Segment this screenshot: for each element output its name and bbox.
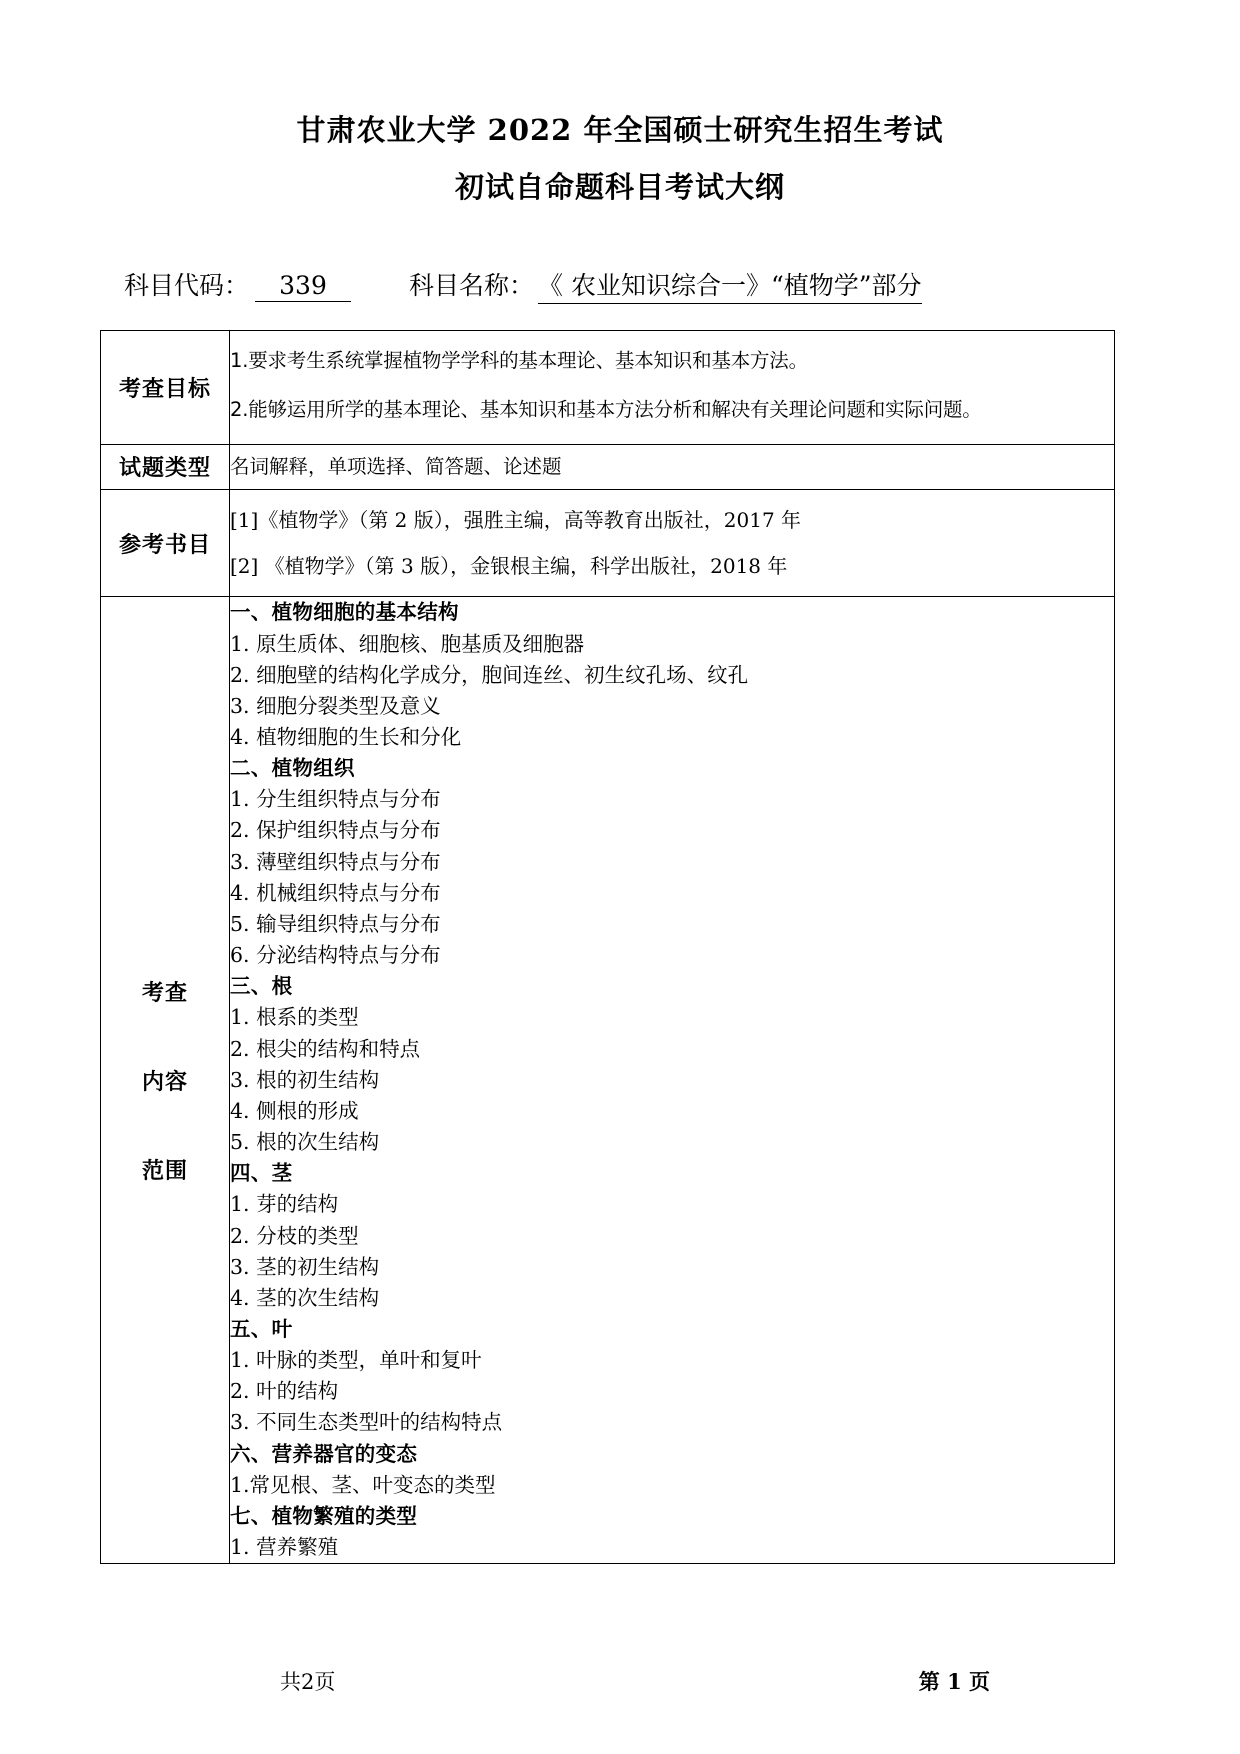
outline-section-item: 2. 叶的结构 (230, 1379, 339, 1404)
content-label-line-2: 内容 (141, 1069, 188, 1095)
outline-section-item: 1. 根系的类型 (230, 1005, 359, 1030)
outline-section-item: 1. 营养繁殖 (230, 1535, 339, 1560)
table-row-content-scope (101, 597, 1115, 1564)
subject-name-value: 《 农业知识综合一》“植物学”部分 (538, 266, 922, 304)
outline-section-item: 3. 根的初生结构 (230, 1067, 380, 1092)
outline-section-item: 1. 原生质体、细胞核、胞基质及细胞器 (230, 631, 585, 656)
row-body-references (230, 489, 1115, 597)
row-label-references: 参考书目 (101, 489, 230, 597)
row-body-content-scope (230, 597, 1115, 1564)
subject-line (100, 266, 1140, 304)
outline-section-item: 2. 保护组织特点与分布 (230, 818, 441, 843)
outline-section-item: 2. 细胞壁的结构化学成分，胞间连丝、初生纹孔场、纹孔 (230, 662, 749, 687)
row-label-content-scope (101, 597, 230, 1564)
row-label-objective: 考查目标 (101, 330, 230, 444)
page-footer (100, 1666, 1140, 1696)
outline-section-item: 4. 侧根的形成 (230, 1098, 359, 1123)
content-label-line-1: 考查 (141, 980, 188, 1006)
outline-section-item: 4. 植物细胞的生长和分化 (230, 725, 462, 750)
outline-section-item: 3. 薄壁组织特点与分布 (230, 849, 441, 874)
outline-section-item: 5. 输导组织特点与分布 (230, 911, 441, 936)
outline-section-item: 2. 根尖的结构和特点 (230, 1036, 421, 1061)
row-body-question-types (230, 445, 1115, 490)
outline-section-item: 5. 根的次生结构 (230, 1130, 380, 1155)
table-row-objective (101, 330, 1115, 444)
outline-section-item: 4. 茎的次生结构 (230, 1285, 380, 1310)
outline-section-item: 1.常见根、茎、叶变态的类型 (230, 1472, 496, 1497)
row-body-objective (230, 330, 1115, 444)
outline-section-item: 6. 分泌结构特点与分布 (230, 943, 441, 968)
outline-list (230, 597, 1114, 1563)
outline-section-heading: 二、植物组织 (230, 756, 355, 781)
objective-item-1: 1.要求考生系统掌握植物学学科的基本理论、基本知识和基本方法。 (230, 348, 808, 372)
outline-section-heading: 三、根 (230, 974, 293, 999)
question-types-text: 名词解释，单项选择、简答题、论述题 (230, 455, 562, 479)
outline-section-item: 2. 分枝的类型 (230, 1223, 359, 1248)
subject-code-value: 339 (255, 271, 351, 302)
content-label-line-3: 范围 (141, 1158, 188, 1184)
syllabus-table (100, 330, 1115, 1564)
outline-section-heading: 五、叶 (230, 1316, 293, 1341)
outline-section-item: 3. 不同生态类型叶的结构特点 (230, 1410, 503, 1435)
subject-code-label: 科目代码： (124, 270, 250, 300)
outline-section-item: 1. 分生组织特点与分布 (230, 787, 441, 812)
row-label-question-types: 试题类型 (101, 445, 230, 490)
document-title-line2: 初试自命题科目考试大纲 (454, 169, 785, 204)
syllabus-table-body (101, 330, 1115, 1563)
footer-current-page: 第 1 页 (918, 1669, 990, 1694)
outline-section-item: 3. 细胞分裂类型及意义 (230, 693, 441, 718)
document-title-line1: 甘肃农业大学 2022 年全国硕士研究生招生考试 (296, 113, 944, 147)
outline-section-item: 1. 芽的结构 (230, 1192, 339, 1217)
outline-section-heading: 四、茎 (230, 1161, 293, 1186)
objective-item-2: 2.能够运用所学的基本理论、基本知识和基本方法分析和解决有关理论问题和实际问题。 (230, 398, 982, 422)
outline-section-item: 3. 茎的初生结构 (230, 1254, 380, 1279)
outline-section-heading: 六、营养器官的变态 (230, 1441, 418, 1466)
outline-section-item: 4. 机械组织特点与分布 (230, 880, 441, 905)
outline-section-item: 1. 叶脉的类型，单叶和复叶 (230, 1348, 482, 1373)
outline-section-heading: 一、植物细胞的基本结构 (230, 600, 459, 625)
reference-item-2: [2] 《植物学》（第 3 版），金银根主编，科学出版社，2018 年 (230, 554, 788, 578)
footer-total-pages: 共2页 (280, 1670, 336, 1694)
outline-section-heading: 七、植物繁殖的类型 (230, 1503, 418, 1528)
subject-name-label: 科目名称： (409, 270, 535, 300)
reference-item-1: [1]《植物学》（第 2 版），强胜主编，高等教育出版社，2017 年 (230, 507, 802, 532)
table-row-references (101, 489, 1115, 597)
table-row-question-types (101, 445, 1115, 490)
